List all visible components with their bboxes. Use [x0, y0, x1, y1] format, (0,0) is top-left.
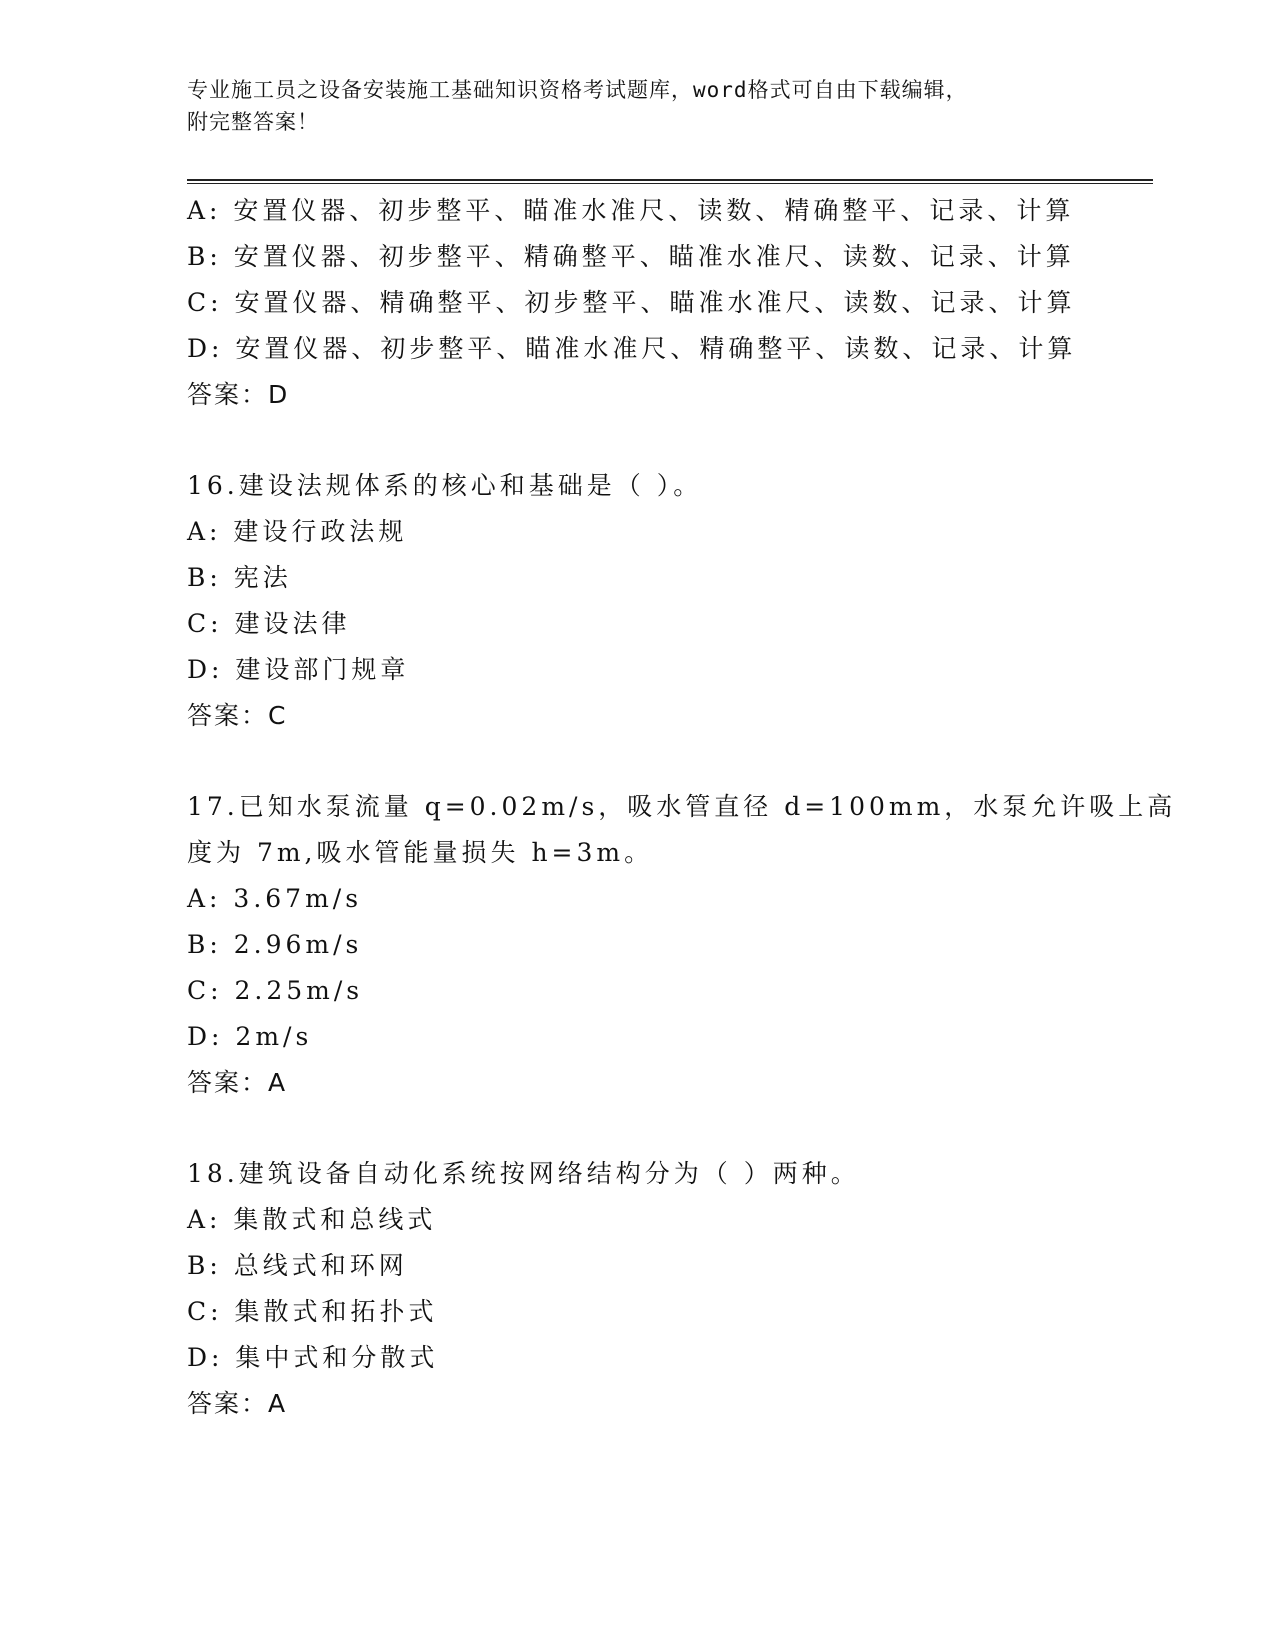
option-c: C: 安置仪器、精确整平、初步整平、瞄准水准尺、读数、记录、计算	[187, 288, 1076, 317]
option-b: B: 安置仪器、初步整平、精确整平、瞄准水准尺、读数、记录、计算	[187, 242, 1075, 271]
question-list	[187, 188, 1177, 1427]
option-c: C: 集散式和拓扑式	[187, 1297, 438, 1326]
option-b: B: 宪法	[187, 563, 292, 592]
question-text-line-1: 17.已知水泵流量 q=0.02m/s，吸水管直径 d=100mm，水泵允许吸上高	[187, 792, 1177, 821]
answer-label: 答案：C	[187, 701, 288, 730]
option-a: A: 建设行政法规	[187, 517, 408, 546]
spacer	[187, 1106, 1147, 1151]
option-a: A: 安置仪器、初步整平、瞄准水准尺、读数、精确整平、记录、计算	[187, 196, 1075, 225]
option-a: A: 3.67m/s	[187, 884, 363, 913]
question-text: 18.建筑设备自动化系统按网络结构分为（ ）两种。	[187, 1159, 860, 1188]
question-block-18	[187, 1151, 1147, 1427]
option-a: A: 集散式和总线式	[187, 1205, 437, 1234]
option-c: C: 建设法律	[187, 609, 351, 638]
option-d: D: 集中式和分散式	[187, 1343, 439, 1372]
question-block-15	[187, 188, 1147, 418]
option-c: C: 2.25m/s	[187, 976, 364, 1005]
header-title-line-1: 专业施工员之设备安装施工基础知识资格考试题库，word格式可自由下载编辑，	[187, 78, 968, 102]
answer-label: 答案：A	[187, 1389, 288, 1418]
question-block-16	[187, 463, 1147, 739]
option-b: B: 总线式和环网	[187, 1251, 408, 1280]
document-header	[187, 74, 1087, 138]
spacer	[187, 418, 1147, 463]
answer-label: 答案：D	[187, 380, 290, 409]
option-b: B: 2.96m/s	[187, 930, 363, 959]
question-block-17	[187, 784, 1177, 1106]
question-text: 16.建设法规体系的核心和基础是（ ）。	[187, 471, 703, 500]
header-divider-thin	[187, 183, 1153, 184]
option-d: D: 安置仪器、初步整平、瞄准水准尺、精确整平、读数、记录、计算	[187, 334, 1077, 363]
header-divider	[187, 179, 1153, 181]
option-d: D: 建设部门规章	[187, 655, 410, 684]
answer-label: 答案：A	[187, 1068, 288, 1097]
question-text-line-2: 度为 7m,吸水管能量损失 h=3m。	[187, 838, 654, 867]
header-title-line-2: 附完整答案！	[187, 110, 319, 134]
spacer	[187, 739, 1147, 784]
option-d: D: 2m/s	[187, 1022, 313, 1051]
